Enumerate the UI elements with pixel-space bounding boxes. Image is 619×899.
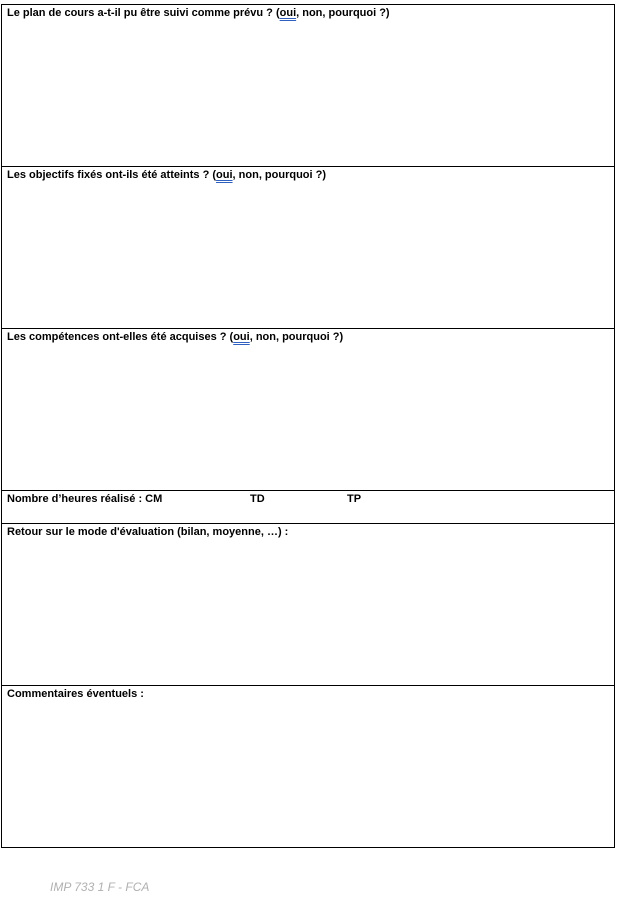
- comments-field[interactable]: [2, 686, 615, 848]
- section-plan-followed: [2, 5, 615, 167]
- spellcheck-underline-oui: oui: [279, 7, 297, 19]
- section-skills-acquired: [2, 329, 615, 491]
- section-evaluation: [2, 524, 615, 686]
- spellcheck-underline-oui: oui: [216, 169, 233, 181]
- evaluation-label: Retour sur le mode d'évaluation (bilan, moyenne, …) :: [7, 526, 289, 538]
- evaluation-field[interactable]: [2, 524, 615, 686]
- course-review-form: [1, 4, 615, 848]
- document-reference: IMP 733 1 F - FCA: [50, 880, 150, 894]
- plan-followed-label: Le plan de cours a-t-il pu être suivi comme prévu ? (oui, non, pourquoi ?): [7, 7, 390, 19]
- section-objectives-met: [2, 167, 615, 329]
- skills-acquired-label: Les compétences ont-elles été acquises ? (oui, non, pourquoi ?): [7, 331, 344, 343]
- comments-label: Commentaires éventuels :: [7, 688, 144, 700]
- hours-field[interactable]: [2, 491, 615, 524]
- hours-tp-label: TP: [347, 493, 362, 505]
- objectives-met-label: Les objectifs fixés ont-ils été atteints ? (oui, non, pourquoi ?): [7, 169, 327, 181]
- hours-td-label: TD: [250, 493, 265, 505]
- hours-labels: [7, 491, 614, 506]
- spellcheck-underline-oui: oui: [233, 331, 250, 343]
- section-hours: [2, 491, 615, 524]
- skills-acquired-field[interactable]: [2, 329, 615, 491]
- section-comments: [2, 686, 615, 848]
- plan-followed-field[interactable]: [2, 5, 615, 167]
- hours-cm-label: Nombre d’heures réalisé : CM: [7, 493, 163, 505]
- objectives-met-field[interactable]: [2, 167, 615, 329]
